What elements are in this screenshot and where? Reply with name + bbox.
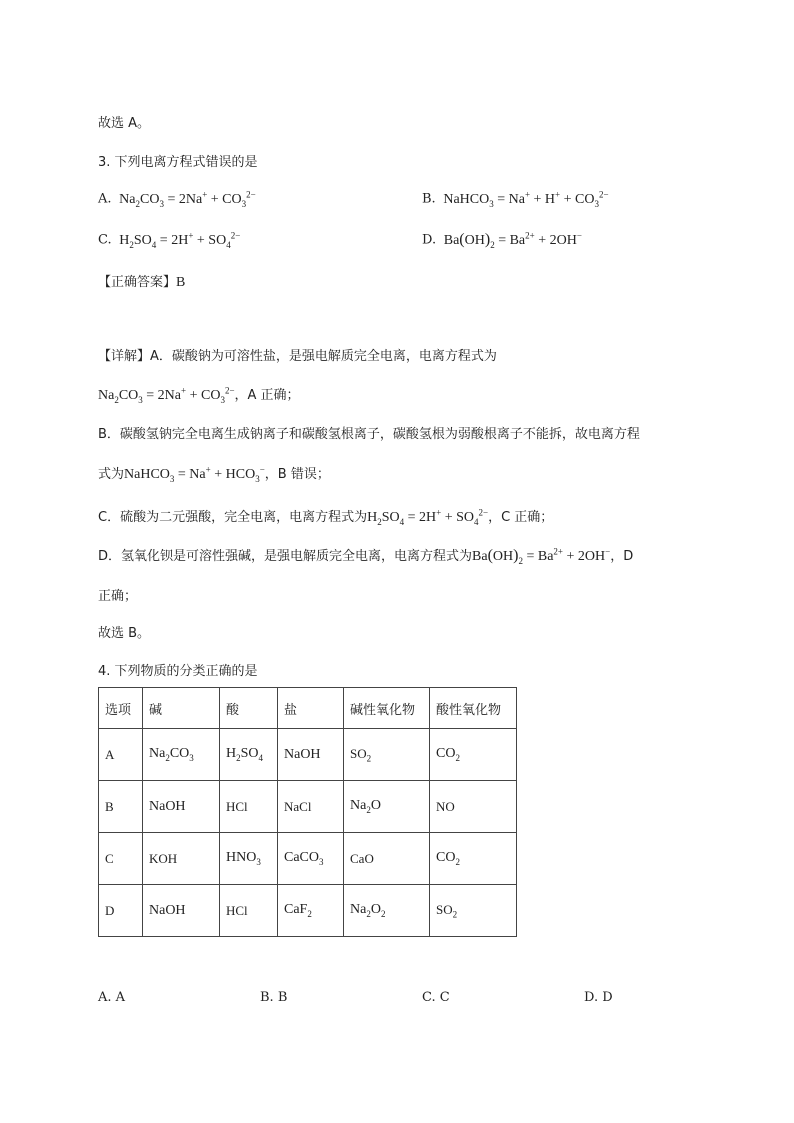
cell-acid: HCl — [220, 781, 278, 833]
question-3-stem: 3. 下列电离方程式错误的是 — [98, 155, 258, 170]
detail-a-formula: $Na_2CO_3 = 2Na^+ + CO_3^{2-}$ — [98, 385, 235, 405]
q3-option-d-formula: $Ba(OH)_2 = Ba^{2+} + 2OH^-$ — [440, 230, 582, 250]
cell-salt: NaOH — [278, 729, 344, 781]
q3-detail-a-equation — [98, 384, 300, 405]
table-row — [99, 781, 517, 833]
header-acidic-oxide: 酸性氧化物 — [430, 688, 517, 729]
header-salt: 盐 — [278, 688, 344, 729]
row-label: B — [99, 781, 143, 833]
table-row — [99, 833, 517, 885]
q3-detail-b-line2 — [98, 463, 330, 484]
detail-d-text: D．氢氧化钡是可溶性强碱，是强电解质完全电离，电离方程式为 — [98, 549, 473, 564]
q3-option-d[interactable] — [422, 230, 582, 249]
answer-value: B — [176, 275, 186, 290]
q4-option-b[interactable]: B. B — [260, 990, 288, 1005]
detail-b-verdict: ，B 错误； — [264, 467, 330, 482]
cell-acid: $H_2SO_4$ — [220, 729, 278, 781]
detail-b-formula: NaHCO$_3$ = $Na^+ + HCO_3^-$ — [124, 464, 265, 484]
cell-acidic-oxide: $CO_2$ — [430, 833, 517, 885]
cell-basic-oxide: $Na_2O_2$ — [344, 885, 430, 937]
cell-base: KOH — [143, 833, 220, 885]
cell-basic-oxide: $SO_2$ — [344, 729, 430, 781]
header-basic-oxide: 碱性氧化物 — [344, 688, 430, 729]
cell-acid: $HNO_3$ — [220, 833, 278, 885]
detail-c-verdict: ，C 正确； — [488, 510, 554, 525]
q3-option-c-label: C. — [98, 232, 112, 248]
cell-acidic-oxide: $SO_2$ — [430, 885, 517, 937]
detail-b-prefix: 式为 — [98, 467, 125, 482]
previous-answer-choice: 故选 A。 — [98, 116, 151, 131]
q3-detail-a — [98, 345, 497, 364]
cell-salt: CaF$_2$ — [278, 885, 344, 937]
table-row — [99, 885, 517, 937]
q3-detail-d-line1 — [98, 545, 633, 566]
detail-d-formula: $Ba(OH)_2 = Ba^{2+} + 2OH^-$ — [472, 546, 611, 566]
q3-detail-b-line1: B．碳酸氢钠完全电离生成钠离子和碳酸氢根离子，碳酸氢根为弱酸根离子不能拆，故电离方程 — [98, 427, 640, 442]
q3-option-a-formula: $Na_2CO_3 = 2Na^+ + CO_3^{2-}$ — [115, 189, 256, 209]
q3-detail-c — [98, 506, 553, 527]
cell-base: $Na_2CO_3$ — [143, 729, 220, 781]
q3-option-d-label: D. — [422, 232, 437, 248]
cell-base: NaOH — [143, 781, 220, 833]
question-4-stem: 4. 下列物质的分类正确的是 — [98, 664, 258, 679]
q3-detail-d-line2: 正确； — [98, 589, 138, 604]
row-label: C — [99, 833, 143, 885]
header-acid: 酸 — [220, 688, 278, 729]
classification-table — [98, 687, 517, 937]
q3-option-b-formula: NaHCO$_3$ = $Na^+ + H^+ + CO_3^{2-}$ — [439, 189, 609, 209]
q4-option-c[interactable]: C. C — [422, 990, 450, 1005]
detail-d-suffix: ，D — [610, 549, 634, 564]
detail-c-formula: $H_2SO_4 = 2H^+ + SO_4^{2-}$ — [367, 507, 489, 527]
q3-option-b[interactable] — [422, 189, 609, 208]
row-label: A — [99, 729, 143, 781]
answer-label: 【正确答案】 — [98, 275, 177, 290]
q3-choose: 故选 B。 — [98, 626, 151, 641]
detail-c-text: C．硫酸为二元强酸，完全电离，电离方程式为 — [98, 510, 368, 525]
table-header-row — [99, 688, 517, 729]
cell-acidic-oxide: NO — [430, 781, 517, 833]
cell-acidic-oxide: $CO_2$ — [430, 729, 517, 781]
q4-option-a[interactable]: A. A — [98, 990, 126, 1005]
row-label: D — [99, 885, 143, 937]
cell-acid: HCl — [220, 885, 278, 937]
table-row — [99, 729, 517, 781]
cell-base: NaOH — [143, 885, 220, 937]
q3-option-a-label: A. — [98, 191, 112, 207]
cell-salt: NaCl — [278, 781, 344, 833]
q3-option-b-label: B. — [422, 191, 436, 207]
q3-answer — [98, 271, 185, 291]
cell-basic-oxide: $Na_2O$ — [344, 781, 430, 833]
q4-option-d[interactable]: D. D — [584, 990, 613, 1005]
header-option: 选项 — [99, 688, 143, 729]
detail-a-text: A．碳酸钠为可溶性盐，是强电解质完全电离，电离方程式为 — [150, 349, 497, 364]
q3-option-c[interactable] — [98, 230, 240, 249]
cell-salt: CaCO$_3$ — [278, 833, 344, 885]
header-base: 碱 — [143, 688, 220, 729]
q3-option-c-formula: $H_2SO_4 = 2H^+ + SO_4^{2-}$ — [115, 230, 241, 250]
detail-label: 【详解】 — [98, 349, 151, 364]
q3-option-a[interactable] — [98, 189, 256, 208]
cell-basic-oxide: CaO — [344, 833, 430, 885]
detail-a-verdict: ，A 正确； — [234, 388, 300, 403]
